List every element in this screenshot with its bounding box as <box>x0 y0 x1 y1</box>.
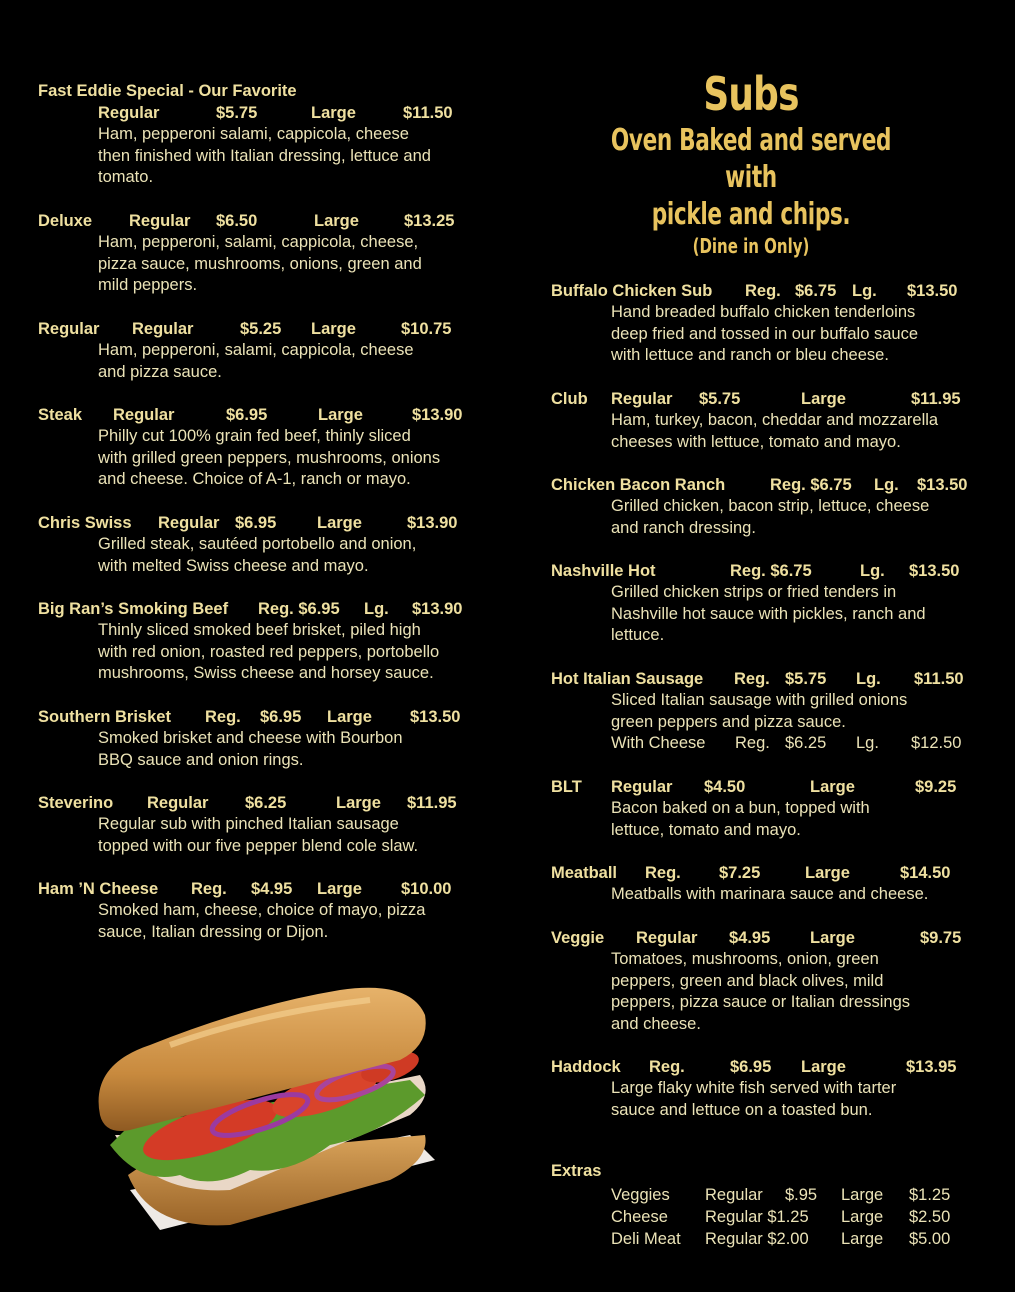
menu-item-price-field: $10.00 <box>401 880 452 898</box>
menu-item-price-field: Reg. <box>191 880 227 898</box>
menu-item-header <box>551 560 991 582</box>
menu-item-header <box>38 878 498 900</box>
menu-item-price-field: Reg. <box>649 1058 685 1076</box>
menu-item-price-field: $13.25 <box>404 212 455 230</box>
description-line: and ranch dressing. <box>611 518 756 537</box>
menu-item-description <box>611 410 991 453</box>
description-line: Grilled chicken, bacon strip, lettuce, cheese <box>611 497 930 515</box>
menu-item-price-field: Large <box>311 104 356 122</box>
menu-item-price-field: Reg. <box>745 282 781 300</box>
extras-title: Extras <box>551 1162 602 1180</box>
extras-cell: Large <box>841 1186 884 1204</box>
extras-cell: $.95 <box>785 1186 818 1204</box>
menu-item-price-line <box>38 102 498 124</box>
menu-item-price-field: $13.50 <box>909 562 960 580</box>
description-line: sauce, Italian dressing or Dijon. <box>98 922 329 941</box>
menu-item-price-field: Lg. <box>874 476 899 494</box>
menu-item-price-field: $5.25 <box>240 320 282 338</box>
extras-cell: Veggies <box>611 1186 670 1204</box>
menu-item-price-field: $6.95 <box>235 514 277 532</box>
menu-item-description <box>611 949 991 1035</box>
menu-item-price-field: Large <box>318 406 363 424</box>
menu-item <box>38 80 498 189</box>
menu-item-price-field: $4.95 <box>729 929 771 947</box>
description-line: lettuce. <box>611 626 665 645</box>
menu-item <box>551 560 991 647</box>
menu-item-header <box>551 280 991 302</box>
menu-item-price-field: Lg. <box>852 282 877 300</box>
description-line: lettuce, tomato and mayo. <box>611 820 801 839</box>
menu-item-price-field: Reg. <box>734 670 770 688</box>
variant-field: With Cheese <box>611 734 706 753</box>
menu-item-price-field: $5.75 <box>216 104 258 122</box>
description-line: Smoked ham, cheese, choice of mayo, pizza <box>98 901 426 919</box>
menu-item-name: Chicken Bacon Ranch <box>551 476 726 494</box>
menu-item-name: Buffalo Chicken Sub <box>551 282 713 300</box>
extras-cell: Large <box>841 1208 884 1226</box>
extras-cell: $5.00 <box>909 1230 951 1248</box>
extras-cell: Deli Meat <box>611 1230 681 1248</box>
description-line: with grilled green peppers, mushrooms, onions <box>98 448 441 467</box>
menu-item <box>551 862 991 906</box>
menu-item-price-field: $6.50 <box>216 212 258 230</box>
description-line: sauce and lettuce on a toasted bun. <box>611 1100 873 1119</box>
menu-item-price-field: $13.95 <box>906 1058 957 1076</box>
description-line: with lettuce and ranch or bleu cheese. <box>611 346 889 365</box>
description-line: Ham, pepperoni salami, cappicola, cheese <box>98 125 409 143</box>
menu-item-price-field: Regular <box>147 794 209 812</box>
menu-item-price-field: $6.95 <box>260 708 302 726</box>
sub-sandwich-image <box>90 985 440 1235</box>
menu-item-variant-line <box>551 733 991 755</box>
description-line: Large flaky white fish served with tarter <box>611 1079 897 1097</box>
menu-item <box>551 1056 991 1121</box>
menu-item-header <box>551 776 991 798</box>
variant-field: $6.25 <box>785 734 827 753</box>
extras-cell: Regular $2.00 <box>705 1230 809 1248</box>
menu-item-name: Veggie <box>551 929 605 947</box>
menu-item-name: Southern Brisket <box>38 708 171 726</box>
menu-item-name: Big Ran’s Smoking Beef <box>38 600 229 618</box>
menu-item-price-field: Large <box>810 778 855 796</box>
menu-item-header <box>38 404 498 426</box>
menu-item-description <box>611 496 991 539</box>
menu-item <box>551 927 991 1035</box>
menu-item-price-field: Regular <box>129 212 191 230</box>
extras-cell: Regular <box>705 1186 763 1204</box>
menu-item-price-field: Regular <box>611 778 673 796</box>
menu-item-description <box>98 232 498 297</box>
menu-item-price-field: $13.90 <box>412 600 463 618</box>
menu-item-price-field: $13.50 <box>907 282 958 300</box>
description-line: Thinly sliced smoked beef brisket, piled high <box>98 621 421 639</box>
menu-item-name: Regular <box>38 320 100 338</box>
extras-row <box>551 1184 991 1206</box>
menu-item-description <box>611 1078 991 1121</box>
menu-item-price-field: Large <box>311 320 356 338</box>
description-line: Ham, pepperoni, salami, cappicola, cheese, <box>98 233 419 251</box>
menu-item-name: Meatball <box>551 864 618 882</box>
variant-field: Reg. <box>735 734 770 753</box>
menu-item-price-field: Large <box>801 390 846 408</box>
menu-item-price-field: Large <box>801 1058 846 1076</box>
menu-item <box>38 706 498 771</box>
description-line: cheeses with lettuce, tomato and mayo. <box>611 432 901 451</box>
menu-item-price-field: $7.25 <box>719 864 761 882</box>
menu-item <box>38 598 498 685</box>
description-line: deep fried and tossed in our buffalo sauce <box>611 324 918 343</box>
description-line: green peppers and pizza sauce. <box>611 712 846 731</box>
description-line: Sliced Italian sausage with grilled onions <box>611 691 908 709</box>
menu-item-price-field: Regular <box>611 390 673 408</box>
menu-item-description <box>98 620 498 685</box>
menu-item <box>38 404 498 491</box>
menu-item-price-field: Reg. $6.95 <box>258 600 340 618</box>
description-line: BBQ sauce and onion rings. <box>98 750 304 769</box>
description-line: Smoked brisket and cheese with Bourbon <box>98 729 403 747</box>
menu-item-price-field: Regular <box>113 406 175 424</box>
menu-item-header <box>551 388 991 410</box>
description-line: Meatballs with marinara sauce and cheese. <box>611 885 929 903</box>
menu-item-price-field: $11.95 <box>911 390 961 408</box>
menu-item <box>38 792 498 857</box>
menu-item <box>551 280 991 367</box>
menu-item-description <box>98 728 498 771</box>
description-line: Grilled steak, sautéed portobello and onion, <box>98 535 417 553</box>
menu-item-price-field: $11.95 <box>407 794 457 812</box>
menu-item-price-field: $4.95 <box>251 880 293 898</box>
description-line: with red onion, roasted red peppers, portobello <box>98 642 440 661</box>
menu-item-price-field: Lg. <box>856 670 881 688</box>
description-line: Tomatoes, mushrooms, onion, green <box>611 950 879 968</box>
menu-subtitle-line2: pickle and chips. <box>651 197 851 232</box>
menu-item-header <box>551 474 991 496</box>
menu-item-price-field: $11.50 <box>914 670 964 688</box>
menu-item-header <box>38 706 498 728</box>
menu-item <box>551 668 991 755</box>
menu-item-name: Chris Swiss <box>38 514 132 532</box>
menu-item-price-field: $10.75 <box>401 320 452 338</box>
description-line: mild peppers. <box>98 276 198 295</box>
menu-item-price-field: Reg. <box>645 864 681 882</box>
menu-item-name: Fast Eddie Special - Our Favorite <box>38 82 297 100</box>
menu-item-price-field: $4.50 <box>704 778 746 796</box>
menu-item-price-field: Regular <box>158 514 220 532</box>
menu-item-price-field: $13.90 <box>407 514 458 532</box>
menu-subtitle-line1: Oven Baked and served with <box>610 123 892 195</box>
extras-row <box>551 1206 991 1228</box>
menu-item-price-field: $9.25 <box>915 778 957 796</box>
menu-item-price-field: Regular <box>636 929 698 947</box>
variant-field: $12.50 <box>911 734 962 753</box>
menu-item-price-field: $6.25 <box>245 794 287 812</box>
menu-item-price-field: Reg. <box>205 708 241 726</box>
menu-item-header <box>551 1056 991 1078</box>
menu-note: (Dine in Only) <box>692 234 810 258</box>
menu-item-header <box>38 598 498 620</box>
menu-item-price-field: Regular <box>98 104 160 122</box>
menu-item-header <box>38 318 498 340</box>
menu-item-price-field: $6.95 <box>730 1058 772 1076</box>
menu-item <box>551 474 991 539</box>
menu-item-name: BLT <box>551 778 582 796</box>
menu-item-header <box>38 80 498 102</box>
menu-item-price-field: Large <box>336 794 381 812</box>
menu-item-description <box>98 534 498 577</box>
menu-item-price-field: $13.90 <box>412 406 463 424</box>
description-line: Ham, pepperoni, salami, cappicola, cheese <box>98 341 414 359</box>
menu-item-description <box>611 582 991 647</box>
extras-cell: Cheese <box>611 1208 668 1226</box>
extras-cell: $1.25 <box>909 1186 951 1204</box>
description-line: Ham, turkey, bacon, cheddar and mozzarella <box>611 411 939 429</box>
menu-item <box>551 388 991 453</box>
menu-item-price-field: Lg. <box>860 562 885 580</box>
menu-item-name: Steak <box>38 406 83 424</box>
description-line: tomato. <box>98 168 154 187</box>
description-line: then finished with Italian dressing, lettuce and <box>98 146 431 165</box>
menu-item-price-field: Large <box>317 514 362 532</box>
description-line: pizza sauce, mushrooms, onions, green and <box>98 254 422 273</box>
menu-item-price-field: $5.75 <box>785 670 827 688</box>
menu-item-price-field: Large <box>327 708 372 726</box>
menu-item-price-field: $14.50 <box>900 864 951 882</box>
extras-row <box>551 1228 991 1250</box>
menu-item-description <box>98 900 498 943</box>
menu-item <box>38 878 498 943</box>
menu-item-description <box>611 884 991 906</box>
description-line: peppers, green and black olives, mild <box>611 971 884 990</box>
menu-item-name: Steverino <box>38 794 114 812</box>
menu-item-price-field: Lg. <box>364 600 389 618</box>
menu-heading <box>551 66 951 259</box>
description-line: and cheese. Choice of A-1, ranch or mayo. <box>98 470 411 489</box>
menu-item-name: Ham ’N Cheese <box>38 880 159 898</box>
menu-item-description <box>611 798 991 841</box>
description-line: and pizza sauce. <box>98 362 222 381</box>
menu-item-price-field: Large <box>314 212 359 230</box>
description-line: mushrooms, Swiss cheese and horsey sauce. <box>98 664 434 683</box>
description-line: Philly cut 100% grain fed beef, thinly sliced <box>98 427 411 445</box>
extras-cell: Large <box>841 1230 884 1248</box>
description-line: Hand breaded buffalo chicken tenderloins <box>611 303 916 321</box>
extras-cell: $2.50 <box>909 1208 951 1226</box>
description-line: Regular sub with pinched Italian sausage <box>98 815 399 833</box>
menu-item-price-field: $13.50 <box>410 708 461 726</box>
menu-item-price-field: Large <box>317 880 362 898</box>
menu-item-price-field: $6.75 <box>795 282 837 300</box>
menu-item-name: Nashville Hot <box>551 562 656 580</box>
menu-item-price-field: Large <box>805 864 850 882</box>
menu-item-name: Haddock <box>551 1058 621 1076</box>
menu-item-header <box>38 210 498 232</box>
menu-item-name: Hot Italian Sausage <box>551 670 704 688</box>
menu-item-price-field: Reg. $6.75 <box>770 476 852 494</box>
menu-item-price-field: $11.50 <box>403 104 453 122</box>
menu-item-header <box>38 792 498 814</box>
menu-item-name: Club <box>551 390 588 408</box>
menu-item-name: Deluxe <box>38 212 93 230</box>
menu-item-description <box>98 340 498 383</box>
menu-item <box>551 776 991 841</box>
menu-item <box>38 512 498 577</box>
menu-item-description <box>98 814 498 857</box>
description-line: Nashville hot sauce with pickles, ranch and <box>611 604 926 623</box>
menu-item-header <box>38 512 498 534</box>
menu-item-price-field: $6.95 <box>226 406 268 424</box>
description-line: with melted Swiss cheese and mayo. <box>98 556 369 575</box>
menu-item-header <box>551 927 991 949</box>
description-line: Grilled chicken strips or fried tenders in <box>611 583 897 601</box>
description-line: topped with our five pepper blend cole slaw. <box>98 836 419 855</box>
description-line: peppers, pizza sauce or Italian dressings <box>611 993 910 1012</box>
menu-item-header <box>551 668 991 690</box>
menu-item-price-field: $9.75 <box>920 929 962 947</box>
description-line: and cheese. <box>611 1014 701 1033</box>
menu-item <box>38 318 498 383</box>
extras-cell: Regular $1.25 <box>705 1208 809 1226</box>
menu-item-description <box>98 124 498 189</box>
menu-item-price-field: $13.50 <box>917 476 968 494</box>
description-line: Bacon baked on a bun, topped with <box>611 799 870 817</box>
menu-item-price-field: Large <box>810 929 855 947</box>
menu-item-description <box>98 426 498 491</box>
menu-item-description <box>611 690 991 733</box>
variant-field: Lg. <box>856 734 879 753</box>
menu-title: Subs <box>703 67 799 121</box>
menu-item <box>38 210 498 297</box>
menu-item-price-field: Regular <box>132 320 194 338</box>
menu-item-header <box>551 862 991 884</box>
menu-item-price-field: $5.75 <box>699 390 741 408</box>
menu-item-description <box>611 302 991 367</box>
menu-item-price-field: Reg. $6.75 <box>730 562 812 580</box>
